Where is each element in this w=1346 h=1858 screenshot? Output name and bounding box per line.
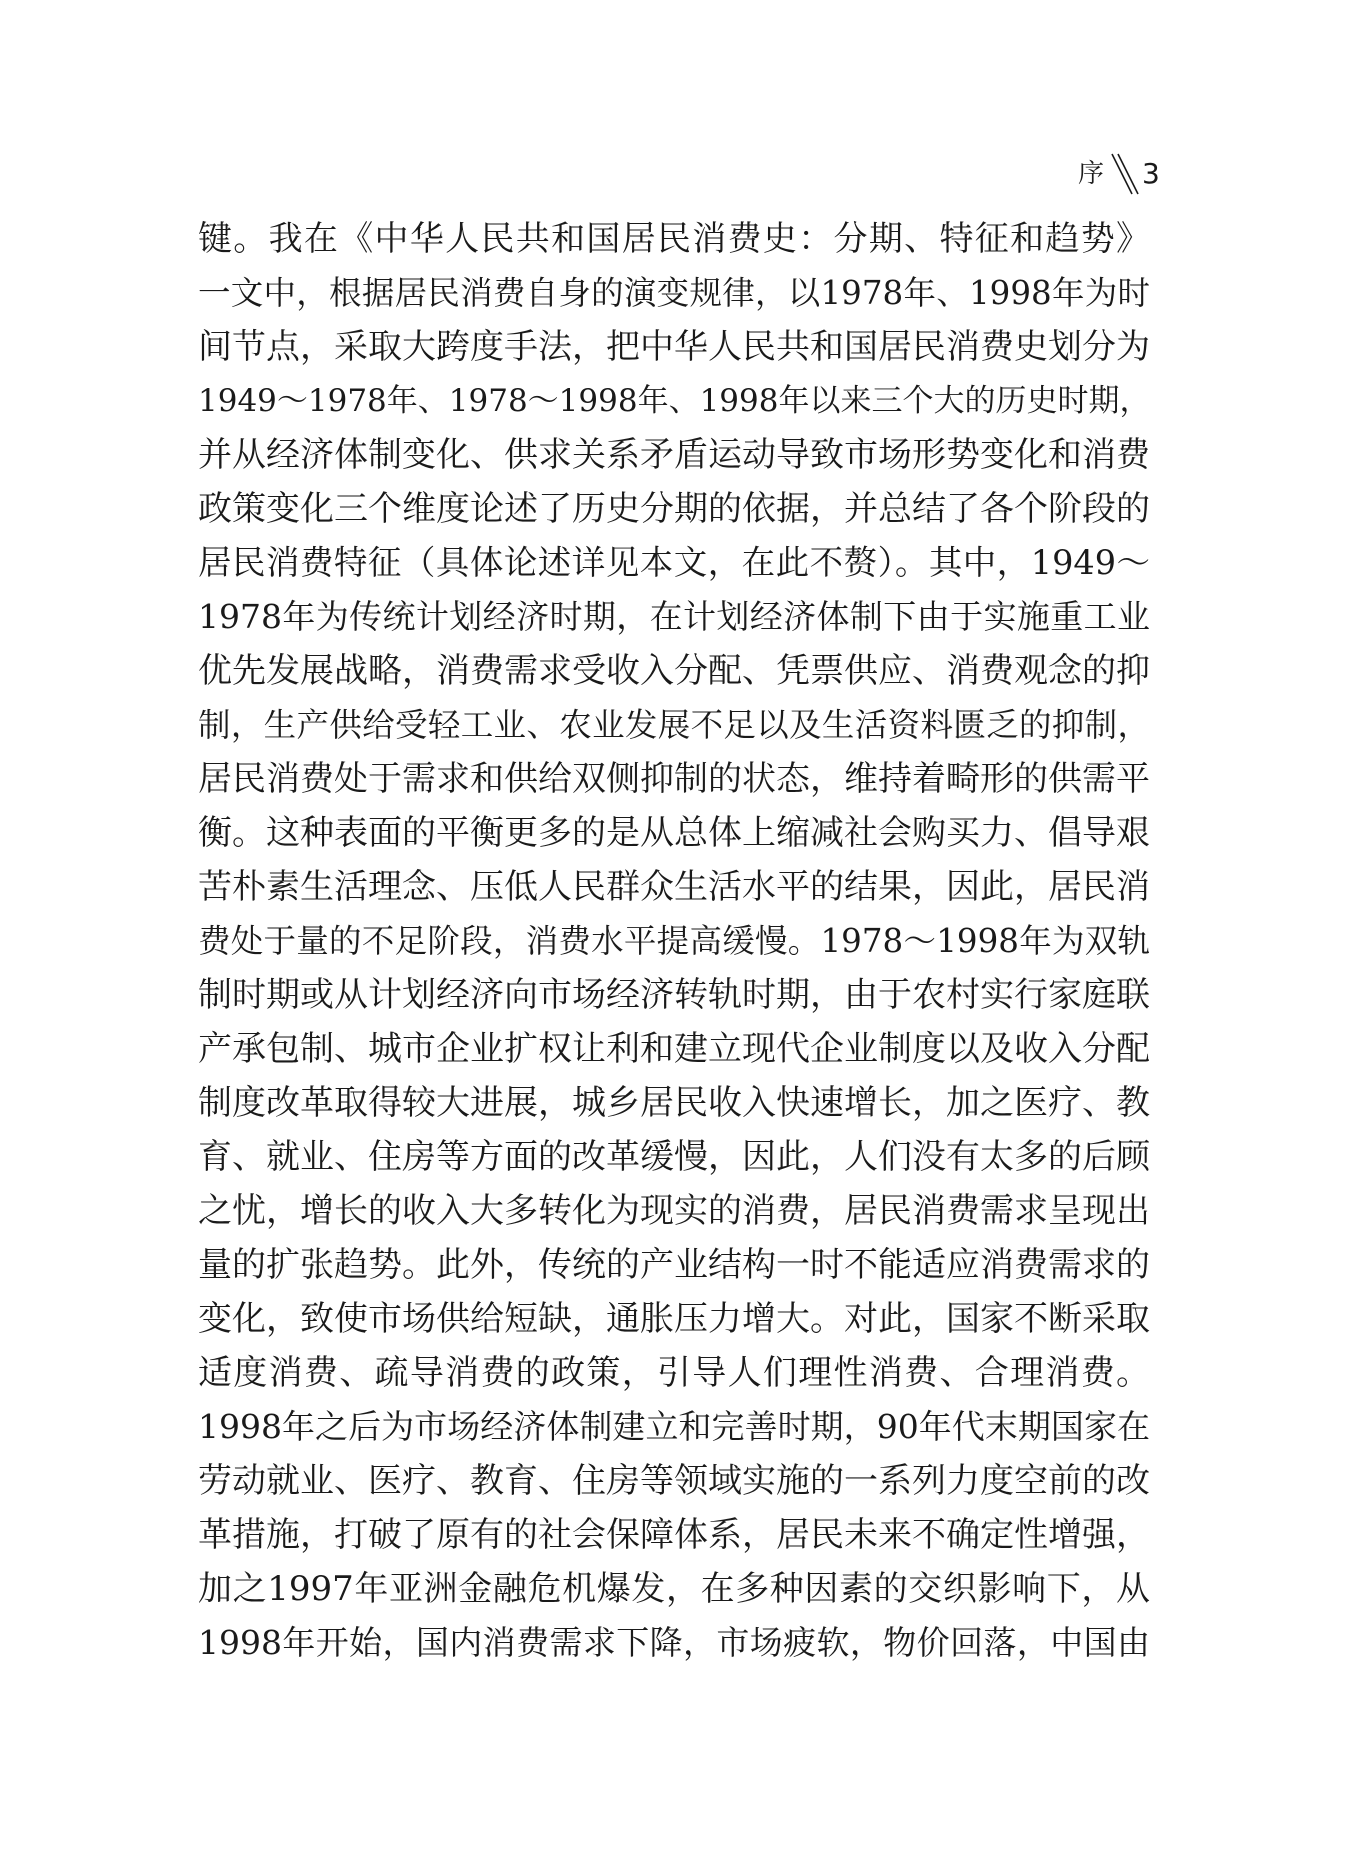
page-number: 3 bbox=[1142, 157, 1160, 190]
text-line: 1978年为传统计划经济时期，在计划经济体制下由于实施重工业 bbox=[198, 597, 1150, 636]
running-header bbox=[1078, 152, 1160, 196]
text-line: 并从经济体制变化、供求关系矛盾运动导致市场形势变化和消费 bbox=[198, 435, 1150, 475]
text-line: 制度改革取得较大进展，城乡居民收入快速增长，加之医疗、教 bbox=[198, 1083, 1150, 1123]
text-line: 间节点，采取大跨度手法，把中华人民共和国居民消费史划分为 bbox=[198, 327, 1150, 367]
text-line: 费处于量的不足阶段，消费水平提高缓慢。1978～1998年为双轨 bbox=[198, 922, 1150, 960]
text-line: 变化，致使市场供给短缺，通胀压力增大。对此，国家不断采取 bbox=[198, 1299, 1150, 1339]
text-line: 制，生产供给受轻工业、农业发展不足以及生活资料匮乏的抑制， bbox=[198, 706, 1150, 744]
text-line: 优先发展战略，消费需求受收入分配、凭票供应、消费观念的抑 bbox=[198, 651, 1150, 691]
text-line: 适度消费、疏导消费的政策，引导人们理性消费、合理消费。 bbox=[198, 1353, 1150, 1393]
text-line: 劳动就业、医疗、教育、住房等领域实施的一系列力度空前的改 bbox=[198, 1461, 1150, 1501]
text-line: 育、就业、住房等方面的改革缓慢，因此，人们没有太多的后顾 bbox=[198, 1137, 1150, 1177]
text-line: 一文中，根据居民消费自身的演变规律，以1978年、1998年为时 bbox=[198, 274, 1150, 312]
body-text bbox=[198, 212, 1150, 1670]
text-line: 产承包制、城市企业扩权让利和建立现代企业制度以及收入分配 bbox=[198, 1029, 1150, 1069]
text-line: 1949～1978年、1978～1998年、1998年以来三个大的历史时期， bbox=[198, 383, 1151, 419]
text-line: 键。我在《中华人民共和国居民消费史：分期、特征和趋势》 bbox=[198, 219, 1150, 259]
text-line: 加之1997年亚洲金融危机爆发，在多种因素的交织影响下，从 bbox=[198, 1569, 1150, 1609]
text-line: 苦朴素生活理念、压低人民群众生活水平的结果，因此，居民消 bbox=[198, 867, 1150, 907]
text-line: 居民消费处于需求和供给双侧抑制的状态，维持着畸形的供需平 bbox=[198, 759, 1150, 799]
text-line: 1998年开始，国内消费需求下降，市场疲软，物价回落，中国由 bbox=[198, 1623, 1150, 1662]
text-line: 衡。这种表面的平衡更多的是从总体上缩减社会购买力、倡导艰 bbox=[198, 813, 1150, 853]
section-title: 序 bbox=[1078, 159, 1105, 189]
text-line: 革措施，打破了原有的社会保障体系，居民未来不确定性增强， bbox=[198, 1515, 1150, 1555]
text-line: 量的扩张趋势。此外，传统的产业结构一时不能适应消费需求的 bbox=[198, 1245, 1150, 1285]
text-line: 居民消费特征（具体论述详见本文，在此不赘）。其中，1949～ bbox=[198, 543, 1150, 582]
text-line: 1998年之后为市场经济体制建立和完善时期，90年代末期国家在 bbox=[198, 1407, 1150, 1446]
text-line: 之忧，增长的收入大多转化为现实的消费，居民消费需求呈现出 bbox=[198, 1191, 1150, 1231]
header-divider-icon bbox=[1106, 152, 1140, 196]
text-line: 政策变化三个维度论述了历史分期的依据，并总结了各个阶段的 bbox=[198, 489, 1150, 529]
text-line: 制时期或从计划经济向市场经济转轨时期，由于农村实行家庭联 bbox=[198, 975, 1150, 1015]
